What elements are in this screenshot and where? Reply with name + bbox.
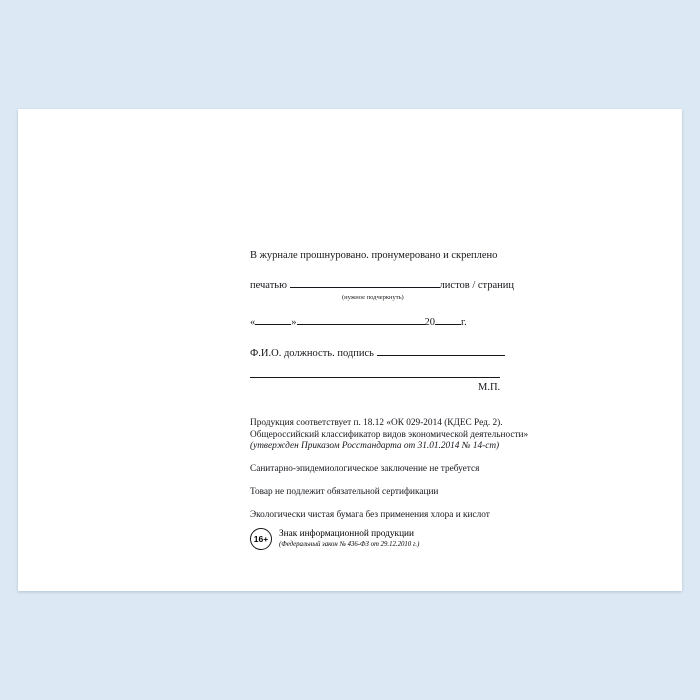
quote-close: »: [291, 317, 297, 329]
document-page: [18, 109, 682, 591]
note-ecology: Экологически чистая бумага без применения хлора и кислот: [250, 510, 490, 521]
signatory-field[interactable]: [377, 344, 505, 356]
sheets-count-field[interactable]: [290, 276, 440, 288]
stamp-place: М.П.: [478, 382, 501, 394]
underline-hint: (нужное подчеркнуть): [342, 294, 404, 302]
day-field[interactable]: [255, 313, 291, 325]
age-rating-block: [250, 528, 650, 550]
date-line: [250, 313, 650, 330]
year-suffix: г.: [461, 317, 467, 329]
signatory-line: [250, 344, 650, 361]
bound-statement-line: В журнале прошнуровано. пронумеровано и скреплено: [250, 250, 498, 261]
year-field[interactable]: [435, 313, 461, 325]
note-okved-line-2: Общероссийский классификатор видов экономической деятельности»: [250, 429, 529, 440]
year-prefix: 20: [424, 317, 435, 329]
note-okved: [250, 418, 650, 454]
age-rating-icon: 16+: [250, 528, 272, 550]
certification-block: [250, 249, 650, 396]
month-field[interactable]: [297, 313, 425, 325]
document-content: [250, 249, 650, 550]
age-rating-text: [279, 529, 419, 549]
note-okved-line-1: Продукция соответствует п. 18.12 «ОК 029-2014 (КДЕС Ред. 2).: [250, 417, 503, 428]
note-certification: Товар не подлежит обязательной сертификации: [250, 487, 439, 498]
signatory-label: Ф.И.О. должность. подпись: [250, 348, 374, 360]
quote-open: «: [250, 317, 256, 329]
sheets-label: листов / страниц: [439, 280, 515, 292]
note-okved-order: (утвержден Приказом Росстандарта от 31.01.2014 № 14-ст): [250, 441, 500, 452]
seal-line: [250, 276, 650, 293]
signatory-second-rule[interactable]: [250, 367, 500, 378]
note-sanitary: Санитарно-эпидемиологическое заключение не требуется: [250, 464, 480, 475]
age-rating-title: Знак информационной продукции: [279, 528, 414, 539]
seal-label: печатью: [250, 280, 287, 292]
age-rating-law: (Федеральный закон № 436-ФЗ от 29.12.2010 г.): [279, 540, 420, 548]
